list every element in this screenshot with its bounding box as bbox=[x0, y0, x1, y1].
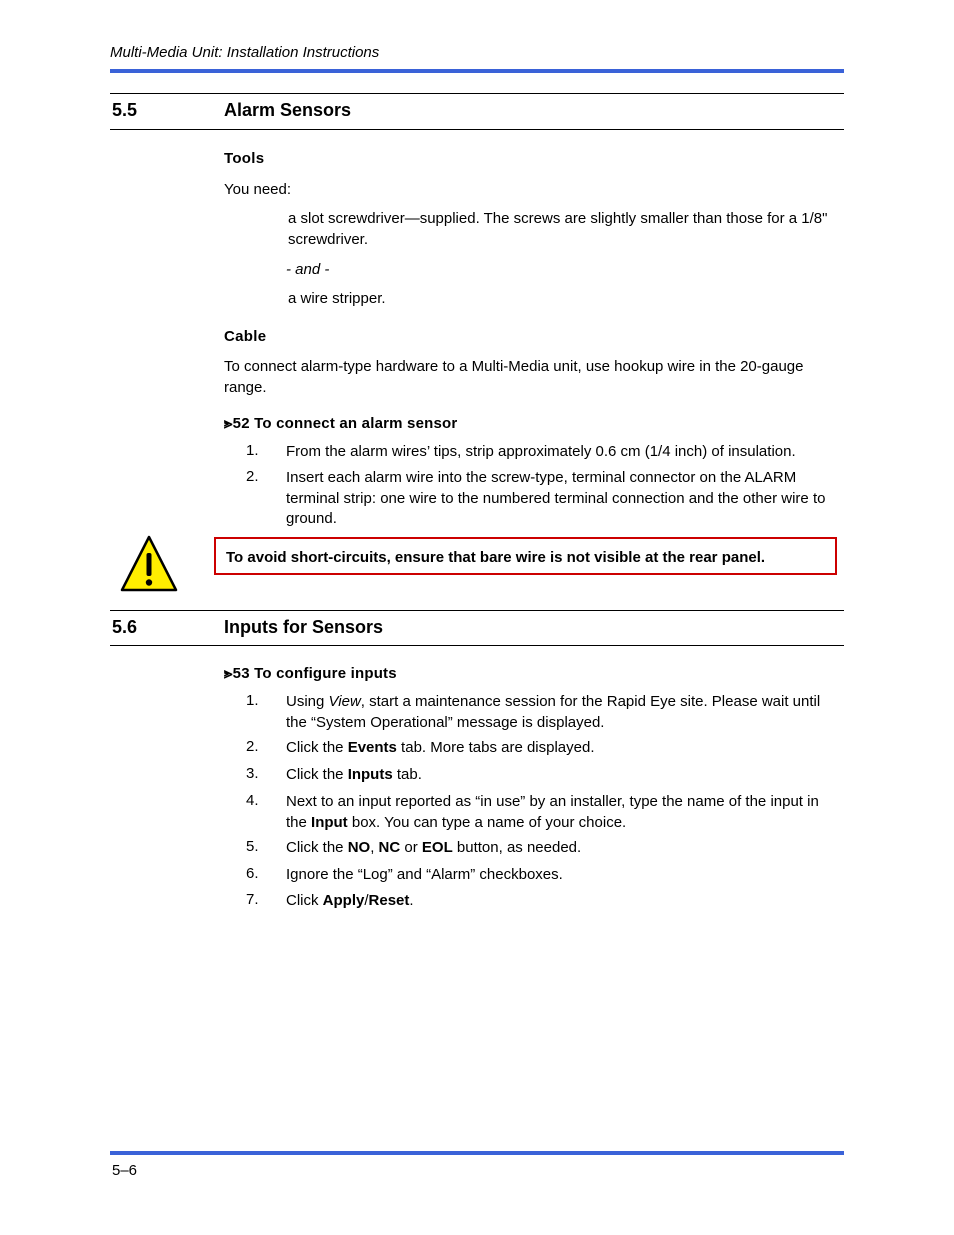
step-text: Click the NO, NC or EOL button, as needed. bbox=[286, 839, 582, 856]
step-text: Click Apply/Reset. bbox=[286, 892, 414, 909]
section-number: 5.5 bbox=[112, 100, 138, 120]
cable-text: To connect alarm-type hardware to a Multi-Media unit, use hookup wire in the 20-gauge range. bbox=[224, 358, 804, 396]
tools-heading: Tools bbox=[224, 150, 265, 167]
and-separator: - and - bbox=[286, 261, 330, 278]
section-title: Inputs for Sensors bbox=[224, 617, 384, 637]
step-number: 6. bbox=[246, 865, 259, 882]
running-header: Multi-Media Unit: Installation Instructions bbox=[110, 44, 380, 61]
page-number: 5–6 bbox=[112, 1162, 138, 1179]
tool-screwdriver: a slot screwdriver—supplied. The screws are slightly smaller than those for a 1/8" screwdriver. bbox=[288, 210, 828, 248]
step-number: 5. bbox=[246, 838, 259, 855]
step-text: Next to an input reported as “in use” by an installer, type the name of the input in the Input box. You can type a name of your choice. bbox=[286, 793, 819, 831]
procedure-title: 53 To configure inputs bbox=[232, 665, 397, 682]
you-need-text: You need: bbox=[224, 181, 292, 198]
step-number: 1. bbox=[246, 692, 259, 709]
section-rule-top bbox=[110, 93, 844, 94]
step-text: Insert each alarm wire into the screw-type, terminal connector on the ALARM terminal strip: one wire to the numbered terminal connection and the other wire to ground. bbox=[286, 469, 826, 527]
procedure-arrow-icon: ⪢ bbox=[224, 665, 233, 682]
step-number: 2. bbox=[246, 468, 259, 485]
cable-heading: Cable bbox=[224, 328, 267, 345]
step-number: 4. bbox=[246, 792, 259, 809]
step-number: 1. bbox=[246, 442, 259, 459]
warning-text: To avoid short-circuits, ensure that bare wire is not visible at the rear panel. bbox=[226, 549, 766, 566]
section-rule-bottom bbox=[110, 129, 844, 130]
step-number: 7. bbox=[246, 891, 259, 908]
tool-wire-stripper: a wire stripper. bbox=[288, 290, 386, 307]
step-text: Ignore the “Log” and “Alarm” checkboxes. bbox=[286, 866, 563, 883]
procedure-heading-52 bbox=[224, 415, 457, 432]
step-text: Click the Inputs tab. bbox=[286, 766, 422, 783]
section-rule-bottom bbox=[110, 645, 844, 646]
section-number: 5.6 bbox=[112, 617, 138, 637]
warning-triangle-icon bbox=[120, 535, 178, 592]
warning-box bbox=[214, 537, 837, 575]
step-text: From the alarm wires’ tips, strip approximately 0.6 cm (1/4 inch) of insulation. bbox=[286, 443, 796, 460]
step-number: 3. bbox=[246, 765, 259, 782]
step-text: Using View, start a maintenance session for the Rapid Eye site. Please wait until the “System Operational” message is displayed. bbox=[286, 693, 821, 731]
procedure-arrow-icon: ⪢ bbox=[224, 415, 233, 432]
header-rule bbox=[110, 69, 844, 73]
section-title: Alarm Sensors bbox=[224, 100, 352, 120]
footer-rule bbox=[110, 1151, 844, 1155]
procedure-title: 52 To connect an alarm sensor bbox=[232, 415, 458, 432]
procedure-heading-53 bbox=[224, 665, 397, 682]
section-rule-top bbox=[110, 610, 844, 611]
step-text: Click the Events tab. More tabs are displayed. bbox=[286, 739, 595, 756]
step-number: 2. bbox=[246, 738, 259, 755]
